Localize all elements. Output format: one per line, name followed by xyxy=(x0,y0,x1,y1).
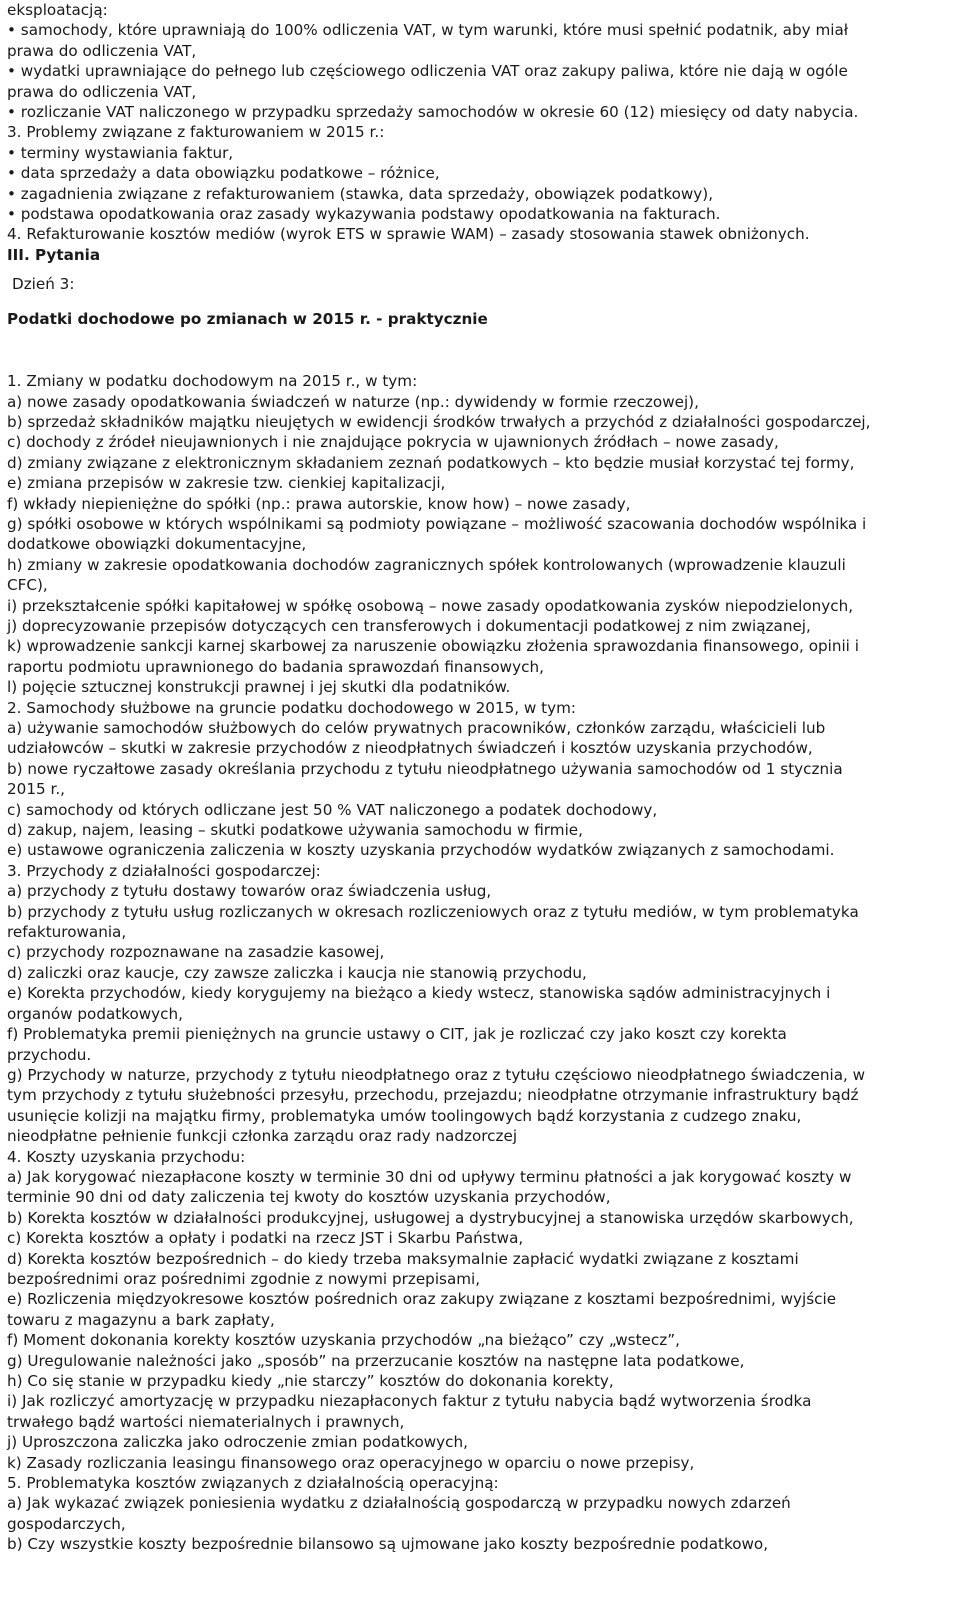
agenda-body xyxy=(7,371,950,1555)
text-line: d) zakup, najem, leasing – skutki podatkowe używania samochodu w firmie, xyxy=(7,821,583,840)
text-line: tym przychody z tytułu służebności przesyłu, przechodu, przejazdu; nieodpłatne otrzymanie infrastruktury bądź xyxy=(7,1086,859,1105)
spacer xyxy=(7,329,950,371)
text-line: a) przychody z tytułu dostawy towarów oraz świadczenia usług, xyxy=(7,882,492,901)
text-line: g) Uregulowanie należności jako „sposób” na przerzucanie kosztów na następne lata podatkowe, xyxy=(7,1351,745,1370)
text-line: i) przekształcenie spółki kapitałowej w spółkę osobową – nowe zasady opodatkowania zysków niepodzielonych, xyxy=(7,596,854,615)
text-line: a) Jak wykazać związek poniesienia wydatku z działalnością gospodarczą w przypadku nowych zdarzeń xyxy=(7,1494,791,1513)
text-line: d) zmiany związane z elektronicznym składaniem zeznań podatkowych – kto będzie musiał korzystać tej formy, xyxy=(7,453,855,472)
text-line: 2. Samochody służbowe na gruncie podatku dochodowego w 2015, w tym: xyxy=(7,698,576,717)
text-line: b) sprzedaż składników majątku nieujętych w ewidencji środków trwałych a przychód z działalności gospodarczej, xyxy=(7,412,871,431)
text-line: j) Uproszczona zaliczka jako odroczenie zmian podatkowych, xyxy=(7,1433,468,1452)
text-line: refakturowania, xyxy=(7,923,127,942)
text-line: 5. Problematyka kosztów związanych z działalnością operacyjną: xyxy=(7,1474,499,1493)
text-line: trwałego bądź wartości niematerialnych i prawnych, xyxy=(7,1412,405,1431)
text-line: udziałowców – skutki w zakresie przychodów z nieodpłatnych świadczeń i kosztów uzyskania przychodów, xyxy=(7,739,813,758)
text-line: CFC), xyxy=(7,576,48,595)
text-line: 3. Przychody z działalności gospodarczej: xyxy=(7,861,321,880)
text-line: a) używanie samochodów służbowych do celów prywatnych pracowników, członków zarządu, właścicieli lub xyxy=(7,719,826,737)
text-line: c) samochody od których odliczane jest 50 % VAT naliczonego a podatek dochodowy, xyxy=(7,800,658,819)
text-line: b) Korekta kosztów w działalności produkcyjnej, usługowej a dystrybucyjnej a stanowiska urzędów skarbowych, xyxy=(7,1208,854,1227)
text-line: k) wprowadzenie sankcji karnej skarbowej za naruszenie obowiązku złożenia sprawozdania finansowego, opinii i xyxy=(7,637,859,656)
text-line: c) Korekta kosztów a opłaty i podatki na rzecz JST i Skarbu Państwa, xyxy=(7,1229,524,1248)
text-line: organów podatkowych, xyxy=(7,1004,183,1023)
text-line: e) zmiana przepisów w zakresie tzw. cienkiej kapitalizacji, xyxy=(7,474,446,493)
bullet-item: • data sprzedaży a data obowiązku podatkowe – różnice, xyxy=(7,163,950,183)
bullet-item: • wydatki uprawniające do pełnego lub częściowego odliczenia VAT oraz zakupy paliwa, które nie dają w ogóle xyxy=(7,61,950,81)
text-line: e) Korekta przychodów, kiedy korygujemy na bieżąco a kiedy wstecz, stanowiska sądów administracyjnych i xyxy=(7,984,831,1003)
text-line: nieodpłatne pełnienie funkcji członka zarządu oraz rady nadzorczej xyxy=(7,1127,518,1146)
text-line: e) ustawowe ograniczenia zaliczenia w koszty uzyskania przychodów wydatków związanych z samochodami. xyxy=(7,841,835,860)
text-line: f) Problematyka premii pieniężnych na gruncie ustawy o CIT, jak je rozliczać czy jako koszt czy korekta xyxy=(7,1025,787,1044)
text-line: prawa do odliczenia VAT, xyxy=(7,82,197,101)
text-line: f) Moment dokonania korekty kosztów uzyskania przychodów „na bieżąco” czy „wstecz”, xyxy=(7,1331,680,1350)
day-label: Dzień 3: xyxy=(12,275,75,294)
text-line: 4. Koszty uzyskania przychodu: xyxy=(7,1147,246,1166)
questions-heading: III. Pytania xyxy=(7,245,101,264)
text-line: towaru z magazynu a bark zapłaty, xyxy=(7,1310,275,1329)
text-line: b) przychody z tytułu usług rozliczanych w okresach rozliczeniowych oraz z tytułu mediów, w tym problematyka xyxy=(7,902,859,921)
text-line: e) Rozliczenia międzyokresowe kosztów pośrednich oraz zakupy związane z kosztami bezpośrednimi, wyjście xyxy=(7,1290,837,1309)
spacer xyxy=(7,295,950,309)
text-line: d) Korekta kosztów bezpośrednich – do kiedy trzeba maksymalnie zapłacić wydatki związane z kosztami xyxy=(7,1249,799,1268)
text-line: g) spółki osobowe w których wspólnikami są podmioty powiązane – możliwość szacowania dochodów wspólnika i xyxy=(7,514,867,533)
text-line: a) Jak korygować niezapłacone koszty w terminie 30 dni od upływy terminu płatności a jak korygować koszty w xyxy=(7,1167,852,1186)
bullet-item: • zagadnienia związane z refakturowaniem (stawka, data sprzedaży, obowiązek podatkowy), xyxy=(7,184,950,204)
text-line: i) Jak rozliczyć amortyzację w przypadku niezapłaconych faktur z tytułu nabycia bądź wytworzenia środka xyxy=(7,1392,812,1411)
text-line: b) Czy wszystkie koszty bezpośrednie bilansowo są ujmowane jako koszty bezpośrednie podatkowo, xyxy=(7,1535,769,1554)
text-line: g) Przychody w naturze, przychody z tytułu nieodpłatnego oraz z tytułu częściowo nieodpłatnego świadczenia, w xyxy=(7,1065,866,1084)
text-line: d) zaliczki oraz kaucje, czy zawsze zaliczka i kaucja nie stanowią przychodu, xyxy=(7,963,587,982)
text-line: usunięcie kolizji na majątku firmy, problematyka umów toolingowych bądź korzystania z cudzego znaku, xyxy=(7,1106,802,1125)
text-line: h) zmiany w zakresie opodatkowania dochodów zagranicznych spółek kontrolowanych (wprowadzenie klauzuli xyxy=(7,555,846,574)
section-heading: 3. Problemy związane z fakturowaniem w 2015 r.: xyxy=(7,123,385,142)
text-line: prawa do odliczenia VAT, xyxy=(7,41,197,60)
bullet-item: • podstawa opodatkowania oraz zasady wykazywania podstawy opodatkowania na fakturach. xyxy=(7,204,950,224)
bullet-item: • rozliczanie VAT naliczonego w przypadku sprzedaży samochodów w okresie 60 (12) miesięcy od daty nabycia. xyxy=(7,102,950,122)
text-line: j) doprecyzowanie przepisów dotyczących cen transferowych i dokumentacji podatkowej z nim związanej, xyxy=(7,616,811,635)
text-line: h) Co się stanie w przypadku kiedy „nie starczy” kosztów do dokonania korekty, xyxy=(7,1372,614,1390)
text-line: 2015 r., xyxy=(7,780,65,799)
text-line: k) Zasady rozliczania leasingu finansowego oraz operacyjnego w oparciu o nowe przepisy, xyxy=(7,1453,695,1472)
text-line: f) wkłady niepieniężne do spółki (np.: prawa autorskie, know how) – nowe zasady, xyxy=(7,494,631,513)
text-line: bezpośrednimi oraz pośrednimi zgodnie z nowymi przepisami, xyxy=(7,1269,481,1288)
text-line: 1. Zmiany w podatku dochodowym na 2015 r., w tym: xyxy=(7,372,418,391)
text-line: gospodarczych, xyxy=(7,1514,126,1533)
text-line: b) nowe ryczałtowe zasady określania przychodu z tytułu nieodpłatnego używania samochodów od 1 stycznia xyxy=(7,759,843,778)
text-line: dodatkowe obowiązki dokumentacyjne, xyxy=(7,535,307,554)
text-line: raportu podmiotu uprawnionego do badania sprawozdań finansowych, xyxy=(7,657,544,676)
text-line: c) przychody rozpoznawane na zasadzie kasowej, xyxy=(7,943,385,962)
section-heading: 4. Refakturowanie kosztów mediów (wyrok ETS w sprawie WAM) – zasady stosowania stawek obniżonych. xyxy=(7,225,810,244)
text-line: eksploatacją: xyxy=(7,1,108,19)
text-line: l) pojęcie sztucznej konstrukcji prawnej i jej skutki dla podatników. xyxy=(7,678,511,697)
day-title: Podatki dochodowe po zmianach w 2015 r. - praktycznie xyxy=(7,309,488,328)
text-line: przychodu. xyxy=(7,1045,92,1064)
text-line: c) dochody z źródeł nieujawnionych i nie znajdujące pokrycia w ujawnionych źródłach – nowe zasady, xyxy=(7,433,779,452)
text-line: terminie 90 dni od daty zaliczenia tej kwoty do kosztów uzyskania przychodów, xyxy=(7,1188,611,1207)
bullet-item: • samochody, które uprawniają do 100% odliczenia VAT, w tym warunki, które musi spełnić podatnik, aby miał xyxy=(7,20,950,40)
text-line: a) nowe zasady opodatkowania świadczeń w naturze (np.: dywidendy w formie rzeczowej), xyxy=(7,392,699,411)
top-section xyxy=(7,0,950,265)
bullet-item: • terminy wystawiania faktur, xyxy=(7,143,950,163)
